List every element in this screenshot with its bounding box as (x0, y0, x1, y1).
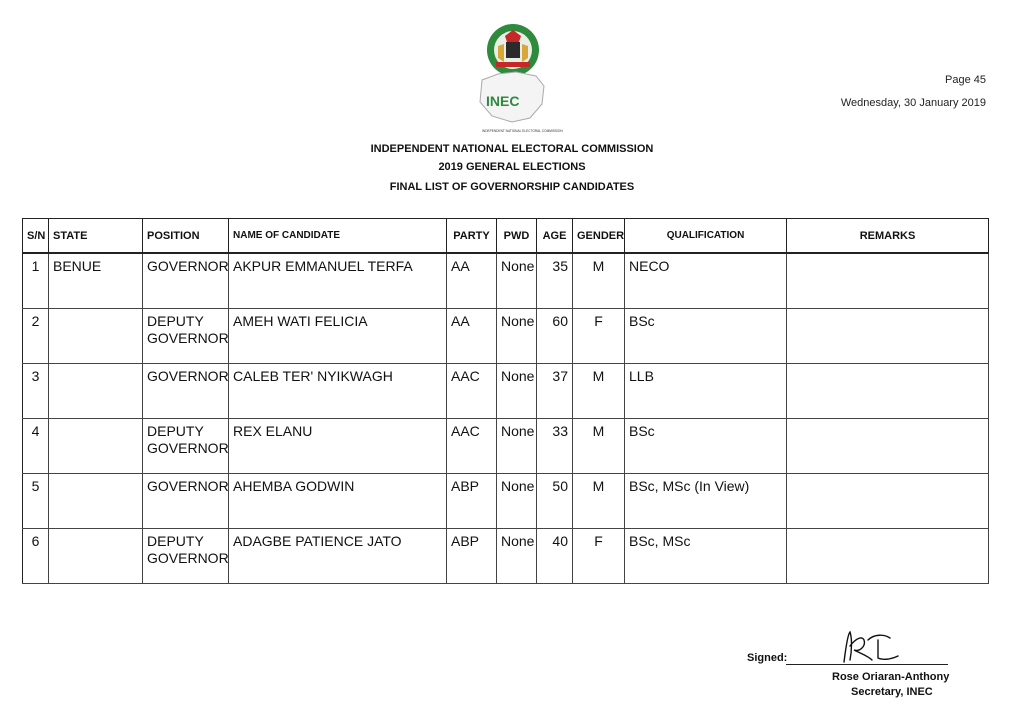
signed-label: Signed: (747, 652, 788, 664)
header-pwd: PWD (497, 219, 537, 254)
cell-position: DEPUTY GOVERNOR (143, 419, 229, 474)
cell-pwd: None (497, 253, 537, 309)
cell-party: AAC (447, 364, 497, 419)
table-row (23, 474, 989, 529)
cell-state (49, 529, 143, 584)
table-row (23, 529, 989, 584)
header-qualification: QUALIFICATION (625, 219, 787, 254)
cell-age: 35 (537, 253, 573, 309)
cell-name: CALEB TER' NYIKWAGH (229, 364, 447, 419)
header-name-of-candidate: NAME OF CANDIDATE (229, 219, 447, 254)
cell-remarks (787, 419, 989, 474)
header-remarks: REMARKS (787, 219, 989, 254)
table-row (23, 364, 989, 419)
cell-position: DEPUTY GOVERNOR (143, 309, 229, 364)
cell-pwd: None (497, 364, 537, 419)
header-party: PARTY (447, 219, 497, 254)
cell-name: REX ELANU (229, 419, 447, 474)
cell-age: 33 (537, 419, 573, 474)
cell-gender: M (573, 474, 625, 529)
cell-pwd: None (497, 309, 537, 364)
logo-subtext: INDEPENDENT NATIONAL ELECTORAL COMMISSION (482, 129, 563, 133)
cell-age: 37 (537, 364, 573, 419)
cell-gender: M (573, 419, 625, 474)
cell-sn: 2 (23, 309, 49, 364)
cell-sn: 1 (23, 253, 49, 309)
cell-party: AA (447, 253, 497, 309)
cell-position: GOVERNOR (143, 364, 229, 419)
header-state: STATE (49, 219, 143, 254)
handwritten-signature (838, 626, 902, 666)
cell-qualification: NECO (625, 253, 787, 309)
cell-gender: M (573, 253, 625, 309)
cell-sn: 6 (23, 529, 49, 584)
cell-name: ADAGBE PATIENCE JATO (229, 529, 447, 584)
cell-state: BENUE (49, 253, 143, 309)
header-gender: GENDER (573, 219, 625, 254)
table-row (23, 253, 989, 309)
cell-pwd: None (497, 529, 537, 584)
cell-position: GOVERNOR (143, 474, 229, 529)
cell-remarks (787, 474, 989, 529)
cell-gender: F (573, 529, 625, 584)
cell-pwd: None (497, 474, 537, 529)
cell-state (49, 474, 143, 529)
cell-qualification: BSc (625, 309, 787, 364)
cell-qualification: BSc, MSc (625, 529, 787, 584)
cell-party: ABP (447, 529, 497, 584)
signer-name: Rose Oriaran-Anthony (832, 671, 950, 683)
cell-qualification: BSc, MSc (In View) (625, 474, 787, 529)
signer-title: Secretary, INEC (851, 686, 933, 698)
table-row (23, 309, 989, 364)
cell-age: 40 (537, 529, 573, 584)
cell-remarks (787, 309, 989, 364)
document-subtitle: 2019 GENERAL ELECTIONS (438, 161, 586, 173)
inec-logo (476, 22, 563, 138)
table-header-row (23, 219, 989, 254)
cell-sn: 3 (23, 364, 49, 419)
document-date: Wednesday, 30 January 2019 (840, 97, 986, 109)
cell-party: AA (447, 309, 497, 364)
cell-position: DEPUTY GOVERNOR (143, 529, 229, 584)
cell-remarks (787, 364, 989, 419)
cell-party: AAC (447, 419, 497, 474)
candidates-table (22, 218, 989, 584)
cell-name: AMEH WATI FELICIA (229, 309, 447, 364)
header-position: POSITION (143, 219, 229, 254)
logo-wordmark: INEC (486, 93, 520, 109)
table-row (23, 419, 989, 474)
cell-name: AKPUR EMMANUEL TERFA (229, 253, 447, 309)
cell-name: AHEMBA GODWIN (229, 474, 447, 529)
cell-qualification: BSc (625, 419, 787, 474)
cell-age: 50 (537, 474, 573, 529)
document-title: INDEPENDENT NATIONAL ELECTORAL COMMISSION (370, 143, 654, 155)
cell-remarks (787, 253, 989, 309)
page-number: Page 45 (945, 74, 986, 86)
cell-state (49, 309, 143, 364)
header-sn: S/N (23, 219, 49, 254)
cell-sn: 4 (23, 419, 49, 474)
cell-position: GOVERNOR (143, 253, 229, 309)
cell-state (49, 419, 143, 474)
cell-gender: M (573, 364, 625, 419)
cell-age: 60 (537, 309, 573, 364)
cell-gender: F (573, 309, 625, 364)
cell-sn: 5 (23, 474, 49, 529)
list-title: FINAL LIST OF GOVERNORSHIP CANDIDATES (389, 181, 635, 193)
cell-party: ABP (447, 474, 497, 529)
header-age: AGE (537, 219, 573, 254)
cell-state (49, 364, 143, 419)
cell-qualification: LLB (625, 364, 787, 419)
cell-remarks (787, 529, 989, 584)
cell-pwd: None (497, 419, 537, 474)
